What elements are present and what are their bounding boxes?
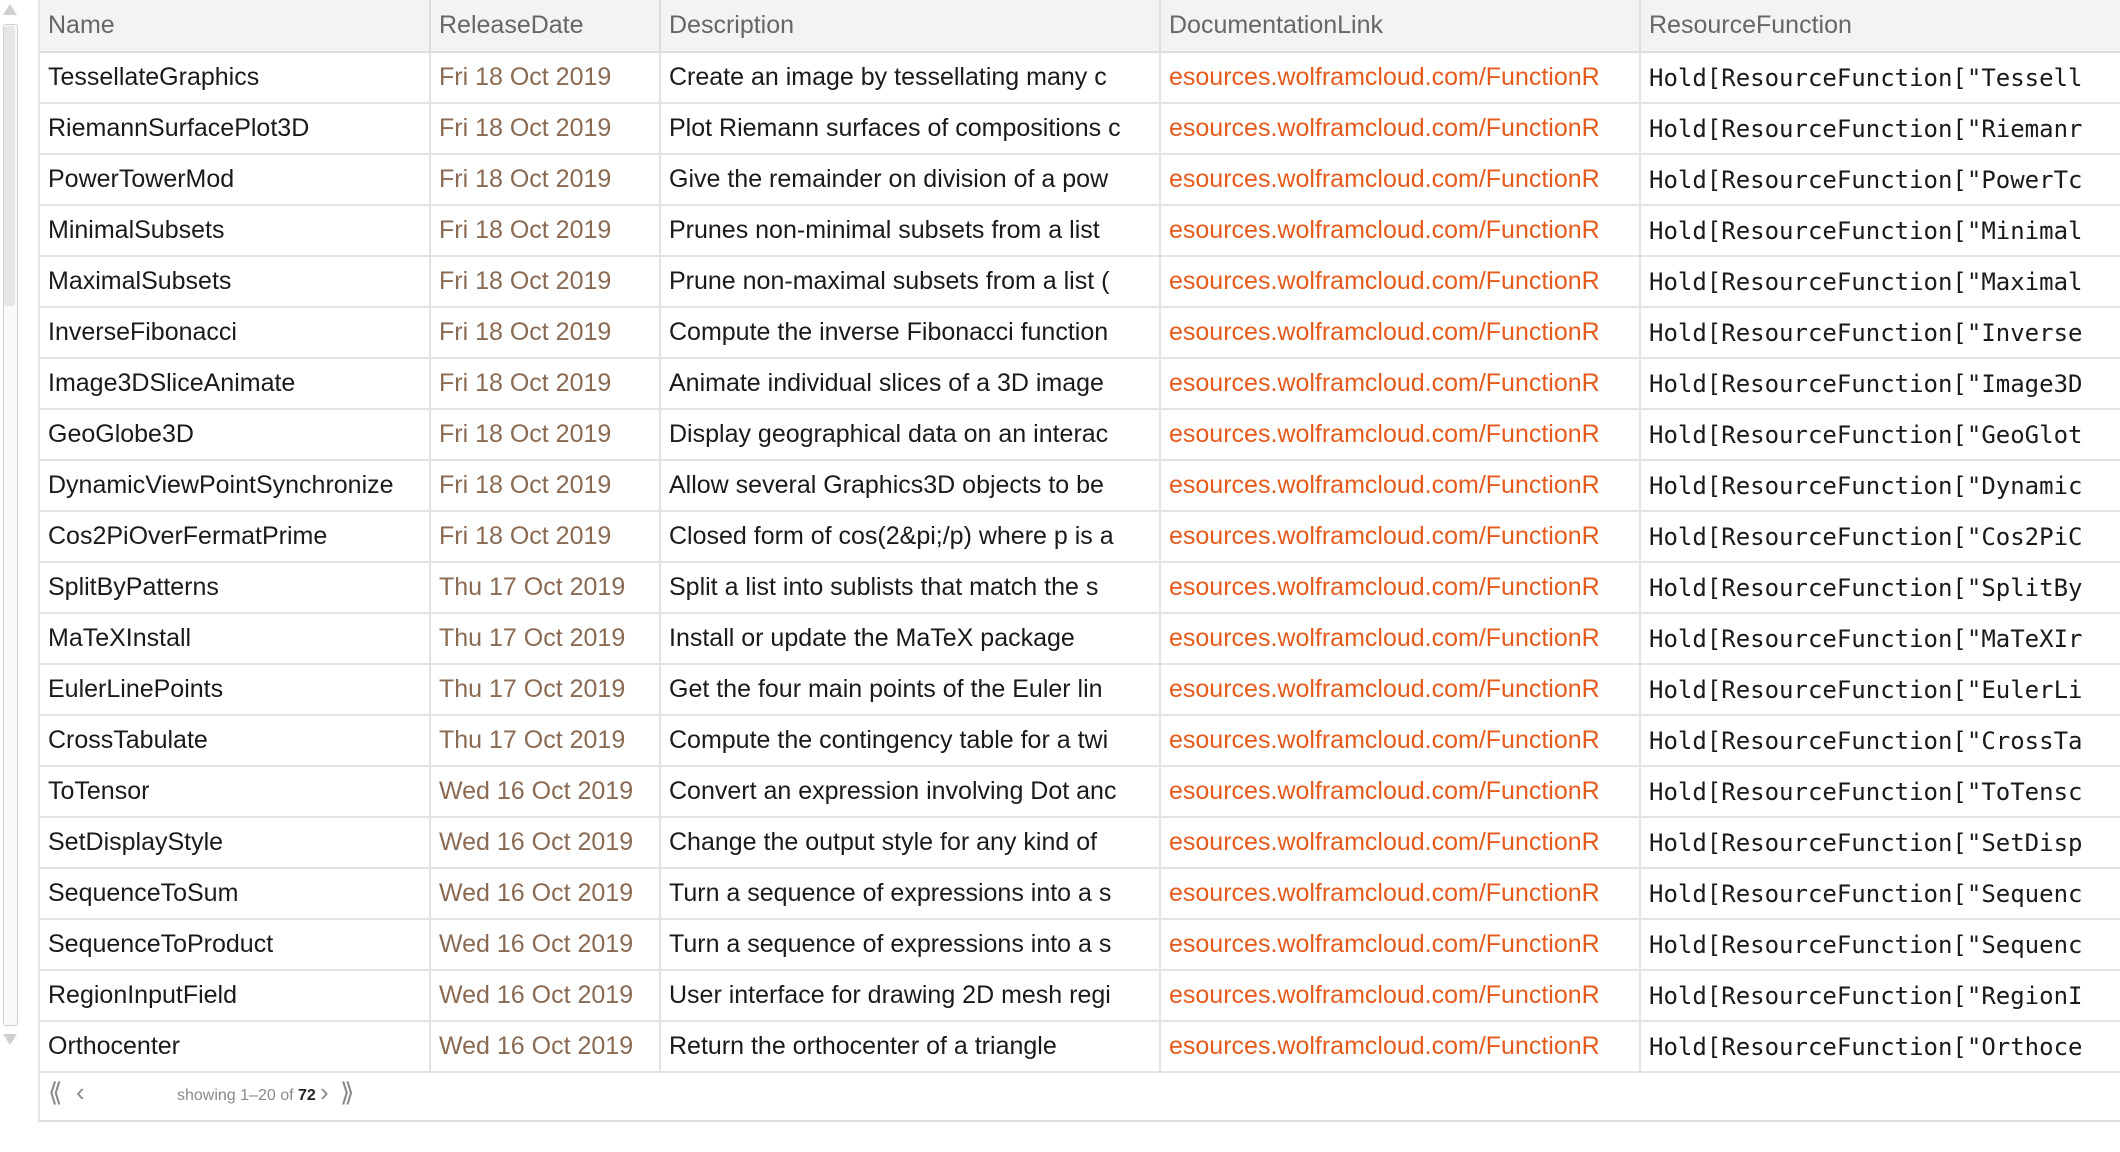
cell-release-date: Fri 18 Oct 2019 [430,103,660,154]
showing-count [177,1087,316,1105]
cell-release-date: Wed 16 Oct 2019 [430,766,660,817]
cell-resource-function: Hold[ResourceFunction["SplitBy [1640,562,2120,613]
cell-resource-function: Hold[ResourceFunction["Tessell [1640,52,2120,103]
cell-description: Install or update the MaTeX package [660,613,1160,664]
cell-description: Turn a sequence of expressions into a s [660,919,1160,970]
cell-documentation-link[interactable]: esources.wolframcloud.com/FunctionR [1160,715,1640,766]
previous-page-icon[interactable]: ‹ [76,1077,85,1107]
cell-documentation-link[interactable]: esources.wolframcloud.com/FunctionR [1160,970,1640,1021]
cell-documentation-link[interactable]: esources.wolframcloud.com/FunctionR [1160,562,1640,613]
scrollbar-thumb[interactable] [4,26,15,306]
cell-release-date: Thu 17 Oct 2019 [430,664,660,715]
cell-release-date: Fri 18 Oct 2019 [430,205,660,256]
cell-documentation-link[interactable]: esources.wolframcloud.com/FunctionR [1160,307,1640,358]
cell-release-date: Fri 18 Oct 2019 [430,154,660,205]
cell-name: CrossTabulate [40,715,430,766]
showing-total: 72 [297,1087,316,1104]
cell-resource-function: Hold[ResourceFunction["Sequenc [1640,919,2120,970]
cell-name: ToTensor [40,766,430,817]
table-row[interactable] [40,205,2120,256]
cell-documentation-link[interactable]: esources.wolframcloud.com/FunctionR [1160,511,1640,562]
header-row [40,0,2120,52]
cell-resource-function: Hold[ResourceFunction["Dynamic [1640,460,2120,511]
cell-resource-function: Hold[ResourceFunction["ToTensc [1640,766,2120,817]
cell-resource-function: Hold[ResourceFunction["Riemanr [1640,103,2120,154]
cell-documentation-link[interactable]: esources.wolframcloud.com/FunctionR [1160,256,1640,307]
cell-name: RiemannSurfacePlot3D [40,103,430,154]
cell-name: SetDisplayStyle [40,817,430,868]
cell-release-date: Fri 18 Oct 2019 [430,409,660,460]
cell-documentation-link[interactable]: esources.wolframcloud.com/FunctionR [1160,460,1640,511]
column-header-documentation-link[interactable]: DocumentationLink [1160,0,1640,52]
cell-documentation-link[interactable]: esources.wolframcloud.com/FunctionR [1160,664,1640,715]
dataset-viewer [38,0,2120,1122]
column-header-release-date[interactable]: ReleaseDate [430,0,660,52]
table-row[interactable] [40,256,2120,307]
cell-resource-function: Hold[ResourceFunction["Orthoce [1640,1021,2120,1072]
cell-name: RegionInputField [40,970,430,1021]
cell-name: MaTeXInstall [40,613,430,664]
scroll-down-icon[interactable] [3,1034,17,1045]
cell-documentation-link[interactable]: esources.wolframcloud.com/FunctionR [1160,409,1640,460]
column-header-name[interactable]: Name [40,0,430,52]
cell-documentation-link[interactable]: esources.wolframcloud.com/FunctionR [1160,817,1640,868]
cell-description: Turn a sequence of expressions into a s [660,868,1160,919]
cell-description: Prune non-maximal subsets from a list ( [660,256,1160,307]
cell-description: Display geographical data on an interac [660,409,1160,460]
cell-documentation-link[interactable]: esources.wolframcloud.com/FunctionR [1160,103,1640,154]
cell-description: Split a list into sublists that match the s [660,562,1160,613]
cell-description: Create an image by tessellating many c [660,52,1160,103]
cell-release-date: Wed 16 Oct 2019 [430,868,660,919]
cell-release-date: Wed 16 Oct 2019 [430,1021,660,1072]
table-row[interactable] [40,613,2120,664]
cell-resource-function: Hold[ResourceFunction["MaTeXIr [1640,613,2120,664]
showing-prefix: showing 1–20 of [177,1087,294,1104]
table-row[interactable] [40,664,2120,715]
cell-name: Image3DSliceAnimate [40,358,430,409]
table-row[interactable] [40,154,2120,205]
table-row[interactable] [40,715,2120,766]
cell-release-date: Thu 17 Oct 2019 [430,715,660,766]
cell-release-date: Wed 16 Oct 2019 [430,919,660,970]
table-row[interactable] [40,307,2120,358]
table-row[interactable] [40,1021,2120,1072]
cell-description: Change the output style for any kind of [660,817,1160,868]
cell-name: SequenceToSum [40,868,430,919]
scroll-up-icon[interactable] [3,4,17,15]
cell-release-date: Wed 16 Oct 2019 [430,970,660,1021]
cell-resource-function: Hold[ResourceFunction["GeoGlot [1640,409,2120,460]
cell-name: SequenceToProduct [40,919,430,970]
cell-resource-function: Hold[ResourceFunction["EulerLi [1640,664,2120,715]
cell-name: DynamicViewPointSynchronize [40,460,430,511]
cell-resource-function: Hold[ResourceFunction["SetDisp [1640,817,2120,868]
cell-description: Prunes non-minimal subsets from a list [660,205,1160,256]
column-header-resource-function[interactable]: ResourceFunction [1640,0,2120,52]
table-row[interactable] [40,358,2120,409]
column-header-description[interactable]: Description [660,0,1160,52]
cell-description: Allow several Graphics3D objects to be [660,460,1160,511]
cell-name: EulerLinePoints [40,664,430,715]
cell-description: Give the remainder on division of a pow [660,154,1160,205]
cell-documentation-link[interactable]: esources.wolframcloud.com/FunctionR [1160,154,1640,205]
cell-resource-function: Hold[ResourceFunction["RegionI [1640,970,2120,1021]
cell-documentation-link[interactable]: esources.wolframcloud.com/FunctionR [1160,52,1640,103]
cell-name: Orthocenter [40,1021,430,1072]
cell-resource-function: Hold[ResourceFunction["CrossTa [1640,715,2120,766]
cell-name: PowerTowerMod [40,154,430,205]
cell-name: InverseFibonacci [40,307,430,358]
cell-release-date: Fri 18 Oct 2019 [430,358,660,409]
table-row[interactable] [40,817,2120,868]
cell-description: Plot Riemann surfaces of compositions c [660,103,1160,154]
cell-name: GeoGlobe3D [40,409,430,460]
cell-release-date: Fri 18 Oct 2019 [430,307,660,358]
cell-name: MaximalSubsets [40,256,430,307]
cell-documentation-link[interactable]: esources.wolframcloud.com/FunctionR [1160,205,1640,256]
table-row[interactable] [40,970,2120,1021]
table-row[interactable] [40,409,2120,460]
cell-name: Cos2PiOverFermatPrime [40,511,430,562]
cell-resource-function: Hold[ResourceFunction["Maximal [1640,256,2120,307]
cell-description: Animate individual slices of a 3D image [660,358,1160,409]
cell-resource-function: Hold[ResourceFunction["Sequenc [1640,868,2120,919]
table-row[interactable] [40,52,2120,103]
cell-description: Get the four main points of the Euler lin [660,664,1160,715]
cell-description: User interface for drawing 2D mesh regi [660,970,1160,1021]
cell-resource-function: Hold[ResourceFunction["PowerTc [1640,154,2120,205]
table-row[interactable] [40,511,2120,562]
cell-documentation-link[interactable]: esources.wolframcloud.com/FunctionR [1160,613,1640,664]
cell-documentation-link[interactable]: esources.wolframcloud.com/FunctionR [1160,766,1640,817]
cell-resource-function: Hold[ResourceFunction["Minimal [1640,205,2120,256]
first-page-icon[interactable]: ⟪ [48,1077,63,1107]
table-row[interactable] [40,103,2120,154]
cell-description: Closed form of cos(2&pi;/p) where p is a [660,511,1160,562]
cell-release-date: Wed 16 Oct 2019 [430,817,660,868]
cell-release-date: Fri 18 Oct 2019 [430,511,660,562]
cell-name: SplitByPatterns [40,562,430,613]
cell-description: Convert an expression involving Dot anc [660,766,1160,817]
last-page-icon[interactable]: ⟫ [340,1077,355,1107]
vertical-scrollbar[interactable] [0,0,22,1060]
cell-documentation-link[interactable]: esources.wolframcloud.com/FunctionR [1160,1021,1640,1072]
cell-release-date: Thu 17 Oct 2019 [430,562,660,613]
cell-documentation-link[interactable]: esources.wolframcloud.com/FunctionR [1160,868,1640,919]
table-row[interactable] [40,919,2120,970]
table-row[interactable] [40,562,2120,613]
cell-description: Compute the contingency table for a twi [660,715,1160,766]
table-row[interactable] [40,766,2120,817]
cell-documentation-link[interactable]: esources.wolframcloud.com/FunctionR [1160,919,1640,970]
cell-description: Return the orthocenter of a triangle [660,1021,1160,1072]
cell-release-date: Fri 18 Oct 2019 [430,460,660,511]
cell-resource-function: Hold[ResourceFunction["Inverse [1640,307,2120,358]
cell-resource-function: Hold[ResourceFunction["Cos2PiC [1640,511,2120,562]
table-row[interactable] [40,460,2120,511]
cell-release-date: Thu 17 Oct 2019 [430,613,660,664]
cell-description: Compute the inverse Fibonacci function [660,307,1160,358]
table-row[interactable] [40,868,2120,919]
dataset-table [40,0,2120,1073]
pagination-bar [40,1073,2120,1118]
cell-name: MinimalSubsets [40,205,430,256]
cell-resource-function: Hold[ResourceFunction["Image3D [1640,358,2120,409]
next-page-icon[interactable]: › [320,1077,329,1107]
cell-documentation-link[interactable]: esources.wolframcloud.com/FunctionR [1160,358,1640,409]
cell-release-date: Fri 18 Oct 2019 [430,256,660,307]
cell-release-date: Fri 18 Oct 2019 [430,52,660,103]
cell-name: TessellateGraphics [40,52,430,103]
